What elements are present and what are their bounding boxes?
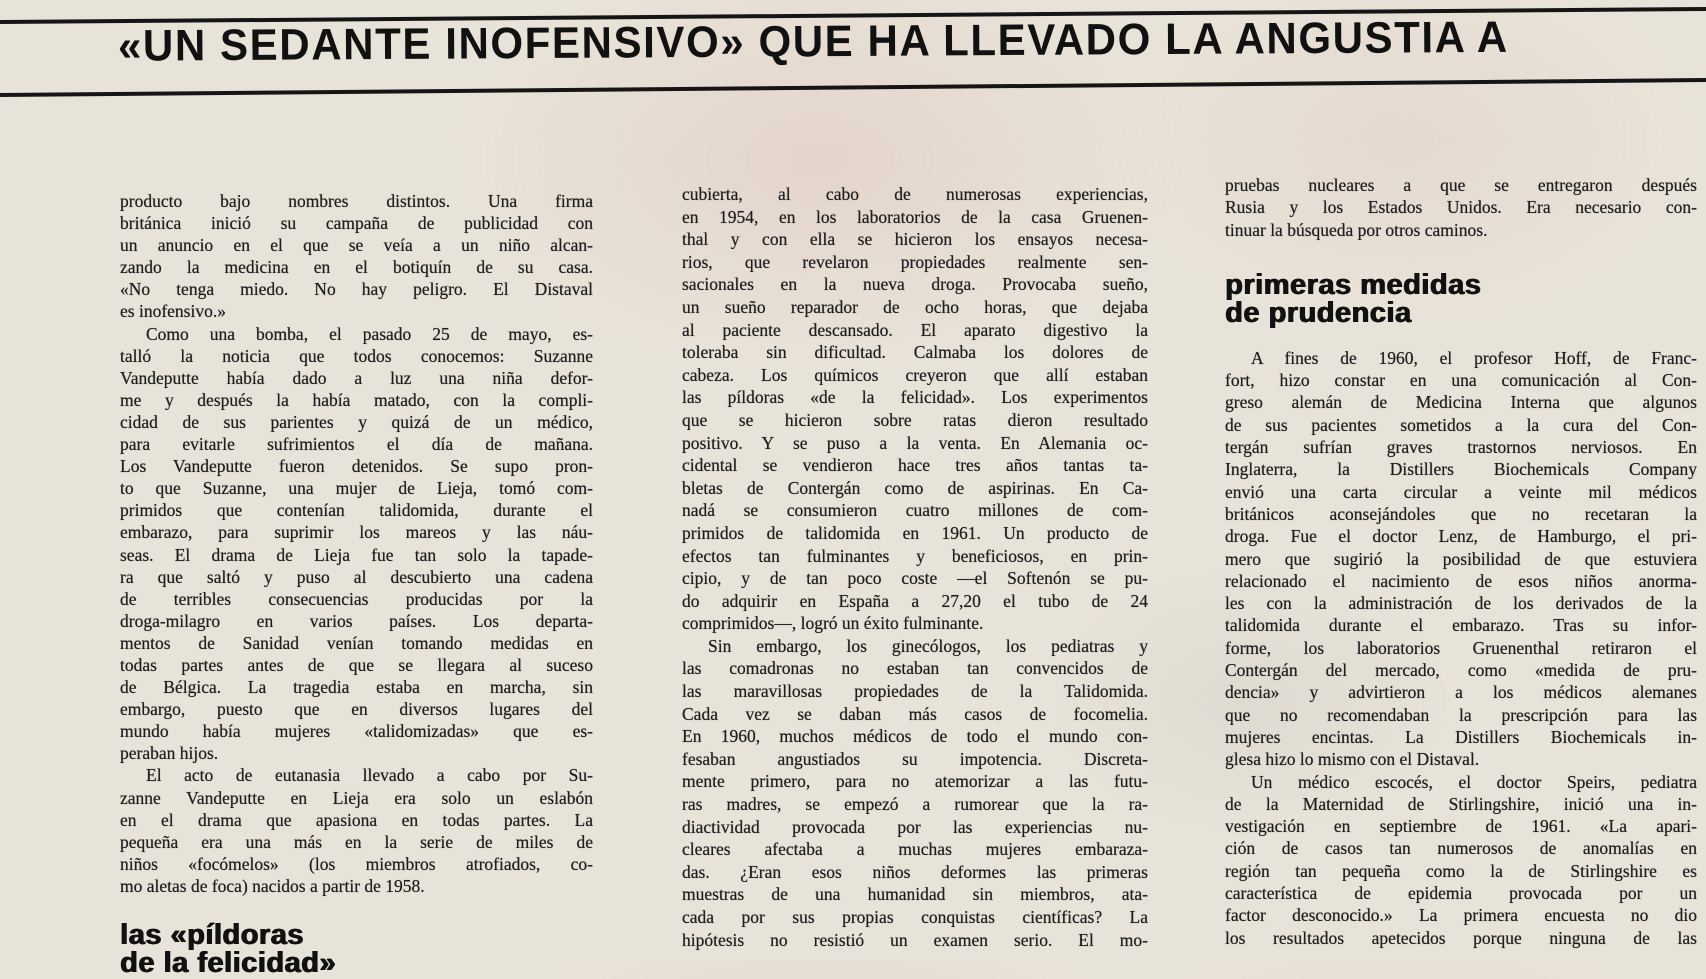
text-line: cabeza. Los químicos creyeron que allí estaban bbox=[682, 364, 1148, 385]
text-line: mo aletas de foca) nacidos a partir de 1958. bbox=[120, 875, 425, 896]
text-line: bletas de Contergán como de aspirinas. En Ca- bbox=[682, 477, 1148, 498]
text-line: las maravillosas propiedades de la Talidomida. bbox=[682, 681, 1148, 702]
text-line: sacionales en la nueva droga. Provocaba sueño, bbox=[682, 274, 1148, 295]
text-line: ra que saltó y puso al descubierto una cadena bbox=[120, 566, 593, 587]
text-line: al paciente descansado. El aparato digestivo la bbox=[682, 319, 1148, 340]
text-line: característica de epidemia provocada por un bbox=[1225, 883, 1697, 904]
text-line: envió una carta circular a veinte mil médicos bbox=[1225, 481, 1697, 502]
text-line: región tan pequeña como la de Stirlingshire es bbox=[1225, 860, 1697, 881]
text-line: En 1960, muchos médicos de todo el mundo con- bbox=[682, 726, 1148, 747]
text-line: cada por sus propias conquistas científicas? La bbox=[682, 907, 1148, 927]
text-line: factor desconocido.» La primera encuesta no dio bbox=[1225, 905, 1697, 926]
text-line: que se hicieron sobre ratas dieron resultado bbox=[682, 409, 1148, 430]
text-line: seas. El drama de Lieja fue tan solo la tapade- bbox=[120, 544, 593, 565]
text-line: droga. Fue el doctor Lenz, de Hamburgo, el pri- bbox=[1225, 526, 1697, 547]
subheading-line: de la felicidad» bbox=[120, 947, 336, 979]
text-line: cidad de sus parientes y quizá de un médico, bbox=[120, 411, 593, 432]
paragraph bbox=[120, 323, 593, 765]
text-line: cipio, y de tan poco coste —el Softenón se pu- bbox=[682, 568, 1148, 589]
text-line: primidos que contenían talidomida, durante el bbox=[120, 500, 593, 521]
text-line: toleraba sin dificultad. Calmaba los dolores de bbox=[682, 342, 1148, 363]
text-line: diactividad provocada por las experiencias nu- bbox=[682, 816, 1148, 837]
text-line: mundo había mujeres «talidomizadas» que es- bbox=[120, 721, 593, 742]
text-line: Un médico escocés, el doctor Speirs, pediatra bbox=[1251, 771, 1697, 792]
paragraph bbox=[120, 190, 593, 323]
text-line: para evitarle sufrimientos el día de mañana. bbox=[120, 434, 593, 455]
paragraph bbox=[1225, 771, 1697, 949]
text-line: de terribles consecuencias producidas por la bbox=[120, 588, 593, 609]
text-line: es inofensivo.» bbox=[120, 301, 226, 322]
text-line: Inglaterra, la Distillers Biochemicals Company bbox=[1225, 459, 1697, 480]
text-line: británica inició su campaña de publicidad con bbox=[120, 213, 593, 234]
text-line: todas partes antes de que se llegara al suceso bbox=[120, 654, 593, 675]
text-line: mujeres encintas. La Distillers Biochemicals in- bbox=[1225, 726, 1697, 747]
text-line: cleares afectaba a muchas mujeres embaraza- bbox=[682, 839, 1148, 860]
text-line: fort, hizo constar en una comunicación al Con- bbox=[1225, 370, 1697, 391]
text-line: mero que sugirió la posibilidad de que estuviera bbox=[1225, 548, 1697, 569]
paragraph bbox=[682, 635, 1148, 951]
text-line: comprimidos—, logró un éxito fulminante. bbox=[682, 613, 984, 634]
text-line: das. ¿Eran esos niños deformes las primeras bbox=[682, 861, 1148, 882]
article-column-1 bbox=[120, 190, 593, 977]
text-line: me y después la había matado, con la compli- bbox=[120, 389, 593, 410]
text-line: los resultados apetecidos porque ninguna de las bbox=[1225, 927, 1697, 948]
text-line: talló la noticia que todos conocemos: Suzanne bbox=[120, 345, 593, 366]
paragraph bbox=[682, 183, 1148, 635]
article-headline: «UN SEDANTE INOFENSIVO» QUE HA LLEVADO LA ANGUSTIA A bbox=[117, 11, 1509, 71]
text-line: peraban hijos. bbox=[120, 743, 219, 764]
text-line: Cada vez se daban más casos de focomelia. bbox=[682, 703, 1148, 724]
text-line: positivo. Y se puso a la venta. En Alemania oc- bbox=[682, 432, 1148, 453]
text-line: Vandeputte había dado a luz una niña defor- bbox=[120, 367, 593, 388]
text-line: talidomida durante el embarazo. Tras su infor- bbox=[1225, 615, 1697, 636]
text-line: zanne Vandeputte en Lieja era solo un eslabón bbox=[120, 787, 593, 808]
text-line: efectos tan fulminantes y beneficiosos, en prin- bbox=[682, 545, 1148, 566]
section-subheading bbox=[120, 921, 593, 977]
text-line: Rusia y los Estados Unidos. Era necesario con- bbox=[1225, 197, 1697, 218]
article-column-2 bbox=[682, 183, 1148, 951]
text-line: Sin embargo, los ginecólogos, los pediatras y bbox=[708, 635, 1148, 656]
article-column-3 bbox=[1225, 174, 1697, 949]
text-line: zando la medicina en el botiquín de su casa. bbox=[120, 257, 593, 278]
text-line: fesaban angustiados su impotencia. Discreta- bbox=[682, 748, 1148, 769]
text-line: de sus pacientes sometidos a la cura del Con- bbox=[1225, 414, 1697, 435]
paragraph bbox=[1225, 174, 1697, 241]
text-line: vestigación en septiembre de 1961. «La apari- bbox=[1225, 816, 1697, 837]
text-line: mente primero, para no atemorizar a las futu- bbox=[682, 771, 1148, 792]
text-line: producto bajo nombres distintos. Una firma bbox=[120, 191, 593, 211]
text-line: cidental se vendieron hace tres años tantas ta- bbox=[682, 455, 1148, 476]
text-line: Los Vandeputte fueron detenidos. Se supo pron- bbox=[120, 456, 593, 477]
text-line: las píldoras «de la felicidad». Los experimentos bbox=[682, 387, 1148, 408]
text-line: ras madres, se empezó a rumorear que la ra- bbox=[682, 794, 1148, 815]
text-line: thal y con ella se hicieron los ensayos necesa- bbox=[682, 229, 1148, 250]
text-line: «No tenga miedo. No hay peligro. El Distaval bbox=[120, 279, 593, 300]
text-line: Contergán del mercado, como «medida de pru- bbox=[1225, 660, 1697, 681]
text-line: británicos aconsejándoles que no recetaran la bbox=[1225, 503, 1697, 524]
text-line: muestras de una humanidad sin miembros, ata- bbox=[682, 884, 1148, 905]
text-line: greso alemán de Medicina Interna que algunos bbox=[1225, 392, 1697, 413]
text-line: un anuncio en el que se veía a un niño alcan- bbox=[120, 235, 593, 256]
text-line: que no recomendaban la prescripción para las bbox=[1225, 704, 1697, 725]
text-line: tinuar la búsqueda por otros caminos. bbox=[1225, 219, 1488, 240]
text-line: El acto de eutanasia llevado a cabo por Su- bbox=[146, 765, 593, 786]
subheading-line: de prudencia bbox=[1225, 296, 1412, 329]
text-line: pequeña era una más en la serie de miles de bbox=[120, 831, 593, 852]
paragraph bbox=[1225, 347, 1697, 771]
text-line: mentos de Sanidad venían tomando medidas en bbox=[120, 632, 593, 653]
text-line: ción de casos tan numerosos de anomalías en bbox=[1225, 838, 1697, 859]
text-line: primidos de talidomida en 1961. Un producto de bbox=[682, 522, 1148, 543]
text-line: las comadronas no estaban tan convencidos de bbox=[682, 658, 1148, 679]
text-line: niños «focómelos» (los miembros atrofiados, co- bbox=[120, 853, 593, 874]
bottom-rule bbox=[0, 80, 1706, 95]
text-line: forme, los laboratorios Gruenenthal retiraron el bbox=[1225, 637, 1697, 658]
text-line: Como una bomba, el pasado 25 de mayo, es- bbox=[146, 323, 593, 344]
text-line: cubierta, al cabo de numerosas experiencias, bbox=[682, 184, 1148, 204]
text-line: to que Suzanne, una mujer de Lieja, tomó com- bbox=[120, 478, 593, 499]
text-line: de la Maternidad de Stirlingshire, inició una in- bbox=[1225, 793, 1697, 814]
text-line: tergán sufrían graves trastornos nerviosos. En bbox=[1225, 437, 1697, 458]
subheading-line: las «píldoras bbox=[120, 919, 304, 951]
text-line: embarazo, para suprimir los mareos y las náu- bbox=[120, 522, 593, 543]
text-line: en el drama que apasiona en todas partes. La bbox=[120, 809, 593, 830]
text-line: nadá se consumieron cuatro millones de com- bbox=[682, 500, 1148, 521]
text-line: rios, que revelaron propiedades realmente sen- bbox=[682, 251, 1148, 272]
text-line: pruebas nucleares a que se entregaron después bbox=[1225, 175, 1697, 195]
text-line: dencia» y advirtieron a los médicos alemanes bbox=[1225, 682, 1697, 703]
subheading-line: primeras medidas bbox=[1225, 268, 1482, 301]
text-line: A fines de 1960, el profesor Hoff, de Franc- bbox=[1251, 347, 1697, 368]
text-line: un sueño reparador de ocho horas, que dejaba bbox=[682, 296, 1148, 317]
paragraph bbox=[120, 764, 593, 897]
text-line: hipótesis no resistió un examen serio. El mo- bbox=[682, 929, 1148, 950]
text-line: embargo, puesto que en diversos lugares del bbox=[120, 699, 593, 720]
text-line: en 1954, en los laboratorios de la casa Gruenen- bbox=[682, 206, 1148, 227]
section-subheading bbox=[1225, 268, 1697, 329]
text-line: droga-milagro en varios países. Los departa- bbox=[120, 610, 593, 631]
text-line: relacionado el nacimiento de esos niños anorma- bbox=[1225, 570, 1697, 591]
text-line: do adquirir en España a 27,20 el tubo de 24 bbox=[682, 590, 1148, 611]
text-line: glesa hizo lo mismo con el Distaval. bbox=[1225, 749, 1480, 770]
text-line: les con la administración de los derivados de la bbox=[1225, 593, 1697, 614]
text-line: de Bélgica. La tragedia estaba en marcha, sin bbox=[120, 677, 593, 698]
